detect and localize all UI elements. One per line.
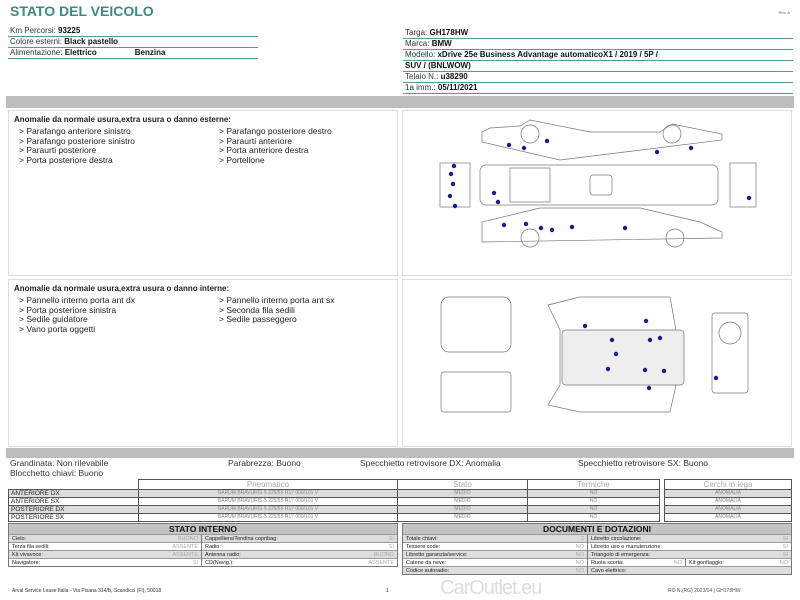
kv-row (403, 534, 587, 542)
page-number: 1 (386, 588, 389, 594)
documenti-section (402, 523, 792, 575)
kv-label: Triangolo di emergenza: (591, 552, 651, 558)
fuel-value: Elettrico (64, 48, 97, 57)
kv-row (588, 542, 791, 550)
fuel-value-2: Benzina (134, 48, 166, 57)
kv-label: Totale chiavi: (406, 536, 438, 542)
col-cerchi: Cerchi in lega (665, 480, 792, 490)
col-stato: Stato (398, 480, 528, 490)
kv-value: NO (779, 560, 788, 566)
rim-state: ANOMALIA (665, 498, 792, 506)
page-title: STATO DEL VEICOLO (10, 3, 154, 19)
damage-item: > Portellone (219, 154, 265, 165)
label: Modello: (405, 50, 436, 59)
kv-value: 2 (580, 536, 584, 542)
car-side-bottom-outline (482, 208, 722, 247)
kv-row (403, 566, 587, 574)
label: Marca: (405, 39, 430, 48)
chassis-value: u38290 (440, 72, 468, 81)
kv-label: Cielo: (12, 536, 27, 542)
col-pneumatico: Pneumatico (139, 480, 398, 490)
internal-heading: Anomalie da normale usura,extra usura o danno interne: (14, 284, 230, 293)
kv-label: Radio: (205, 544, 221, 550)
tire-position: POSTERIORE SX (9, 514, 139, 522)
kv-row (588, 534, 791, 542)
kv-value: BUONO (177, 536, 198, 542)
car-side-top-outline (482, 120, 722, 160)
damage-item: > Sedile guidatore (19, 314, 88, 324)
kv-value: ASSENTE (172, 552, 198, 558)
tire-state: MEDIO (398, 498, 528, 506)
rim-state: ANOMALIA (665, 506, 792, 514)
km-value: 93225 (58, 26, 81, 35)
kv-label: Antenna radio: (205, 552, 241, 558)
kv-value: NO (575, 544, 584, 550)
kv-label: Kit vivavoce: (12, 552, 43, 558)
kv-value: SI (782, 544, 788, 550)
kv-row (588, 566, 791, 574)
blocchetto-chiavi: Blocchetto chiavi: Buono (10, 467, 104, 478)
model-value: xDrive 25e Business Advantage automaticoX1 / 2019 / 5P / (437, 50, 659, 59)
kv-row (403, 550, 587, 558)
damage-item: > Paraurti posteriore (19, 145, 97, 155)
grandinata-status (10, 459, 108, 478)
tire-model: BARUM BRAVURIS 5 225/55 R17 000/101 V (139, 490, 398, 498)
section-title: STATO INTERNO (9, 524, 397, 534)
mirror-sx-status: Specchietto retrovisore SX: Buono (578, 458, 708, 468)
kv-value: NO (673, 560, 682, 566)
rim-state: ANOMALIA (665, 514, 792, 522)
tire-model: BARUM BRAVURIS 5 225/55 R17 000/101 V (139, 506, 398, 514)
footer-address: Arval Service Lease Italia - Via Pisana 314/B, Scandicci (FI), 50018 (12, 588, 162, 594)
damage-item: > Paraurti anteriore (219, 135, 292, 146)
kv-label: Terza fila sedili: (12, 544, 50, 550)
kv-label: Libretto circolazione: (591, 536, 642, 542)
table-row (9, 498, 660, 506)
tires-table (8, 479, 660, 522)
rim-state: ANOMALIA (665, 490, 792, 498)
label: Km Percorsi: (10, 26, 56, 35)
car-top-outline (440, 163, 756, 207)
rims-table (664, 479, 792, 522)
kv-value: SI (192, 560, 198, 566)
kv-label: Tessere code: (406, 544, 441, 550)
kv-value: ASSENTE (368, 560, 394, 566)
damage-item: > Vano porta oggetti (19, 323, 96, 334)
kv-value: ASSENTE (172, 544, 198, 550)
kv-label: Libretto uso e manutenzione: (591, 544, 662, 550)
tire-position: ANTERIORE DX (9, 490, 139, 498)
label: Telaio N.: (405, 72, 439, 81)
damage-item: > Parafango anteriore sinistro (19, 126, 131, 136)
kv-row (403, 542, 587, 550)
kv-value: NO (575, 568, 584, 574)
damage-item: > Parafango posteriore sinistro (19, 135, 135, 146)
kv-value: SI (782, 536, 788, 542)
tire-model: BARUM BRAVURIS 5 225/55 R17 000/101 V (139, 514, 398, 522)
damage-item: > Pannello interno porta ant dx (19, 295, 136, 305)
kv-value: SI (782, 552, 788, 558)
damage-item: > Sedile passeggero (219, 314, 297, 324)
kv-row (9, 550, 201, 558)
section-title: DOCUMENTI E DOTAZIONI (403, 524, 791, 534)
kv-value: SI (388, 544, 394, 550)
kv-value: NO (575, 560, 584, 566)
kv-row (202, 550, 397, 558)
tire-winter: NO (528, 498, 660, 506)
grandinata: Grandinata: Non rilevabile (10, 458, 109, 468)
table-row (9, 514, 660, 522)
tire-winter: NO (528, 490, 660, 498)
kv-label: CD(Navig.): (205, 560, 234, 566)
kv-row (588, 558, 791, 566)
registration-value: 05/11/2021 (437, 83, 478, 92)
tire-state: MEDIO (398, 490, 528, 498)
kv-row (202, 558, 397, 566)
tire-position: ANTERIORE SX (9, 498, 139, 506)
damage-item: > Porta posteriore destra (19, 154, 113, 165)
external-heading: Anomalie da normale usura,extra usura o danno esterne: (14, 115, 231, 124)
kv-label: Codice autoradio: (406, 568, 450, 574)
label: 1a imm.: (405, 83, 436, 92)
revision: Rev. A (778, 10, 790, 15)
tire-winter: NO (528, 506, 660, 514)
color-value: Black pastello (64, 37, 119, 46)
brand-value: BMW (431, 39, 452, 48)
kv-row (9, 542, 201, 550)
kv-row (9, 558, 201, 566)
parabrezza-status: Parabrezza: Buono (228, 458, 301, 468)
label: Colore esterni: (10, 37, 63, 46)
kv-label: Cappelliera/Tendina copribag: (205, 536, 278, 542)
kv-label: Navigatore: (12, 560, 41, 566)
kv-row (588, 550, 791, 558)
section-divider (6, 448, 794, 458)
kv-value: BUONO (373, 552, 394, 558)
kv-row (9, 534, 201, 542)
damage-item: > Porta anteriore destra (219, 145, 309, 155)
kv-label: Libretto garanzia/service: (406, 552, 468, 558)
kv-value: SI (388, 536, 394, 542)
stato-interno-section (8, 523, 398, 567)
tire-state: MEDIO (398, 514, 528, 522)
model-value-2: SUV / (BNLWOW) (405, 61, 471, 70)
table-row (9, 490, 660, 498)
watermark: CarOutlet.eu (440, 577, 542, 599)
table-row (9, 506, 660, 514)
tire-position: POSTERIORE DX (9, 506, 139, 514)
footer-reference: RO N.(RG) 2023/04 | GH178HW (668, 588, 741, 594)
tire-model: BARUM BRAVURIS 5 225/55 R17 000/101 V (139, 498, 398, 506)
kv-value: NO (575, 552, 584, 558)
kv-label: Catene da neve: (406, 560, 447, 566)
kv-label: Kit gonfiaggio: (689, 560, 724, 566)
tire-state: MEDIO (398, 506, 528, 514)
kv-label: Ruota scorta: (591, 560, 624, 566)
damage-item: > Seconda fila sedili (219, 304, 295, 315)
mirror-dx-status: Specchietto retrovisore DX: Anomalia (360, 458, 501, 468)
damage-item: > Parafango posteriore destro (219, 126, 332, 136)
plate-value: GH178HW (429, 28, 469, 37)
tire-winter: NO (528, 514, 660, 522)
kv-row (403, 558, 587, 566)
label: Alimentazione: (10, 48, 63, 57)
kv-row (202, 542, 397, 550)
kv-label: Cavo elettrico: (591, 568, 627, 574)
car-interior-outline (441, 297, 748, 412)
damage-item: > Porta posteriore sinistra (19, 304, 117, 315)
col-termiche: Termiche (528, 480, 660, 490)
kv-row (202, 534, 397, 542)
label: Targa: (405, 28, 428, 37)
damage-item: > Pannello interno porta ant sx (219, 295, 335, 305)
